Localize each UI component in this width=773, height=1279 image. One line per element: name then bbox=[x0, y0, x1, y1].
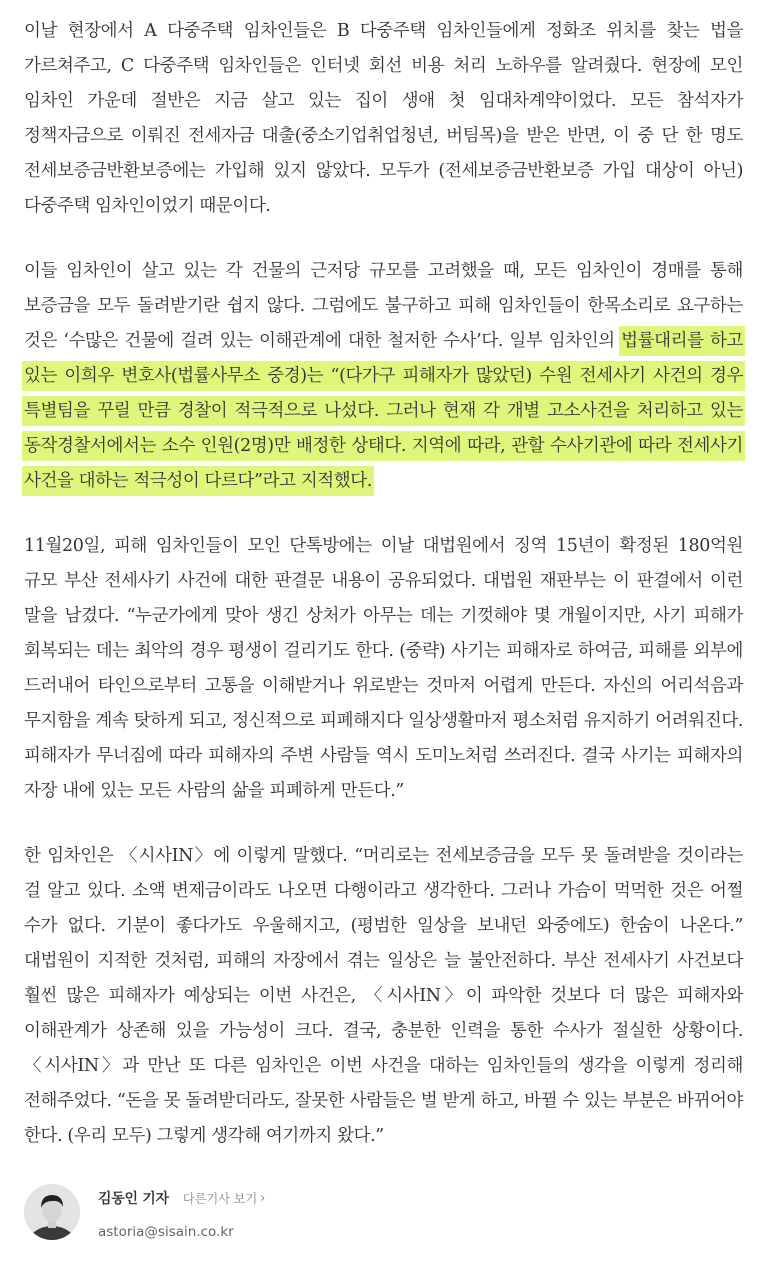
chevron-right-icon: › bbox=[260, 1190, 265, 1206]
highlighted-quote: 법률대리를 하고 있는 이희우 변호사(법률사무소 중경)는 “(다가구 피해자가 많았던) 수원 전세사기 사건의 경우 특별팀을 꾸릴 만큼 경찰이 적극적으로 나섰다. 그러나 현재 각 개별 고소사건을 처리하고 있는 동작경찰서에서는 소수 인원(2명)만 배정한 상태다. 지역에 따라, 관할 수사기관에 따라 전세사기 사건을 대하는 적극성이 다르다”라고 지적했다. bbox=[24, 328, 743, 494]
more-articles-link[interactable] bbox=[183, 1189, 265, 1207]
paragraph-text: 이날 현장에서 A 다중주택 임차인들은 B 다중주택 임차인들에게 정화조 위치를 찾는 법을 가르쳐주고, C 다중주택 임차인들은 인터넷 회선 비용 처리 노하우를 알려줬다. 현장에 모인 임차인 가운데 절반은 지금 살고 있는 집이 생애 첫 임대차계약이었다. 모든 참석자가 정책자금으로 이뤄진 전세자금 대출(중소기업취업청년, 버팀목)을 받은 반면, 이 중 단 한 명도 전세보증금반환보증에는 가입해 있지 않았다. 모두가 (전세보증금반환보증 가입 대상이 아닌) 다중주택 임차인이었기 때문이다. bbox=[24, 21, 743, 216]
paragraph-4 bbox=[24, 839, 743, 1154]
paragraph-text: 한 임차인은 〈시사IN〉에 이렇게 말했다. “머리로는 전세보증금을 모두 못 돌려받을 것이라는 걸 알고 있다. 소액 변제금이라도 나오면 다행이라고 생각한다. 그러나 가슴이 먹먹한 것은 어쩔 수가 없다. 기분이 좋다가도 우울해지고, (평범한 일상을 보내던 와중에도) 한숨이 나온다.” 대법원이 지적한 것처럼, 피해의 자장에서 겪는 일상은 늘 불안전하다. 부산 전세사기 사건보다 훨씬 많은 피해자가 예상되는 이번 사건은, 〈시사IN〉이 파악한 것보다 더 많은 피해자와 이해관계가 상존해 있을 가능성이 크다. 결국, 충분한 인력을 통한 수사가 절실한 상황이다. 〈시사IN〉과 만난 또 다른 임차인은 이번 사건을 대하는 임차인들의 생각을 이렇게 정리해 전해주었다. “돈을 못 돌려받더라도, 잘못한 사람들은 벌 받게 하고, 바뀔 수 있는 부분은 바뀌어야 한다. (우리 모두) 그렇게 생각해 여기까지 왔다.” bbox=[24, 846, 743, 1146]
author-name[interactable]: 김동인 기자 bbox=[98, 1191, 169, 1207]
author-avatar[interactable] bbox=[24, 1184, 80, 1240]
paragraph-text: 이들 임차인이 살고 있는 각 건물의 근저당 규모를 고려했을 때, 모든 임차인이 경매를 통해 보증금을 모두 돌려받기란 쉽지 않다. 그럼에도 불구하고 피해 임차인들이 한목소리로 요구하는 것은 ‘수많은 건물에 걸려 있는 이해관계에 대한 철저한 수사’다. 일부 임차인의 bbox=[24, 261, 743, 351]
author-byline bbox=[24, 1184, 743, 1240]
paragraph-3 bbox=[24, 529, 743, 809]
paragraph-2 bbox=[24, 254, 743, 499]
byline-info bbox=[98, 1184, 265, 1240]
paragraph-1 bbox=[24, 14, 743, 224]
paragraph-text: 11월20일, 피해 임차인들이 모인 단톡방에는 이날 대법원에서 징역 15년이 확정된 180억원 규모 부산 전세사기 사건에 대한 판결문 내용이 공유되었다. 대법원 재판부는 이 판결에서 이런 말을 남겼다. “누군가에게 맞아 생긴 상처가 아무는 데는 기껏해야 몇 개월이지만, 사기 피해가 회복되는 데는 최악의 경우 평생이 걸리기도 한다. (중략) 사기는 피해자로 하여금, 피해를 외부에 드러내어 타인으로부터 고통을 이해받거나 위로받는 것마저 어렵게 만든다. 자신의 어리석음과 무지함을 계속 탓하게 되고, 정신적으로 피폐해지다 일상생활마저 평소처럼 유지하기 어려워진다. 피해자가 무너짐에 따라 피해자의 주변 사람들 역시 도미노처럼 쓰러진다. 결국 사기는 피해자의 자장 내에 있는 모든 사람의 삶을 피폐하게 만든다.” bbox=[24, 536, 743, 801]
author-email[interactable]: astoria@sisain.co.kr bbox=[98, 1224, 234, 1240]
byline-top bbox=[98, 1188, 265, 1208]
more-articles-label: 다른기사 보기 bbox=[182, 1191, 258, 1206]
